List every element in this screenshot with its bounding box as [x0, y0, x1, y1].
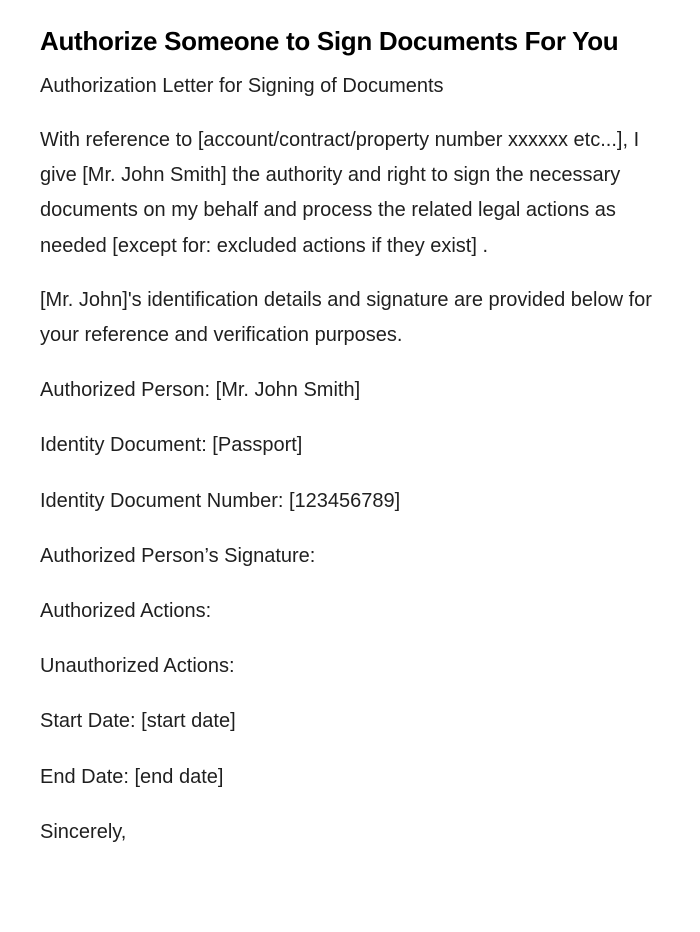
- identity-document-field: Identity Document: [Passport]: [40, 434, 303, 457]
- identity-document-number-field: Identity Document Number: [123456789]: [40, 489, 401, 512]
- document-body: [40, 22, 658, 850]
- reference-paragraph: With reference to [account/contract/property number xxxxxx etc...], I give [Mr. John Smith] the authority and right to sign the necessary documents on my behalf and process the related legal actions as needed [except for: excluded actions if they exist] .: [40, 129, 640, 257]
- closing-salutation: Sincerely,: [40, 820, 127, 843]
- authorized-actions-field: Authorized Actions:: [40, 600, 212, 623]
- signature-field: Authorized Person’s Signature:: [40, 544, 316, 567]
- unauthorized-actions-field: Unauthorized Actions:: [40, 655, 235, 678]
- authorized-person-field: Authorized Person: [Mr. John Smith]: [40, 379, 361, 402]
- start-date-field: Start Date: [start date]: [40, 710, 236, 733]
- identification-paragraph: [Mr. John]'s identification details and signature are provided below for your reference and verification purposes.: [40, 288, 652, 347]
- document-title: Authorize Someone to Sign Documents For You: [40, 26, 619, 56]
- end-date-field: End Date: [end date]: [40, 765, 224, 788]
- document-subtitle: Authorization Letter for Signing of Documents: [40, 75, 444, 97]
